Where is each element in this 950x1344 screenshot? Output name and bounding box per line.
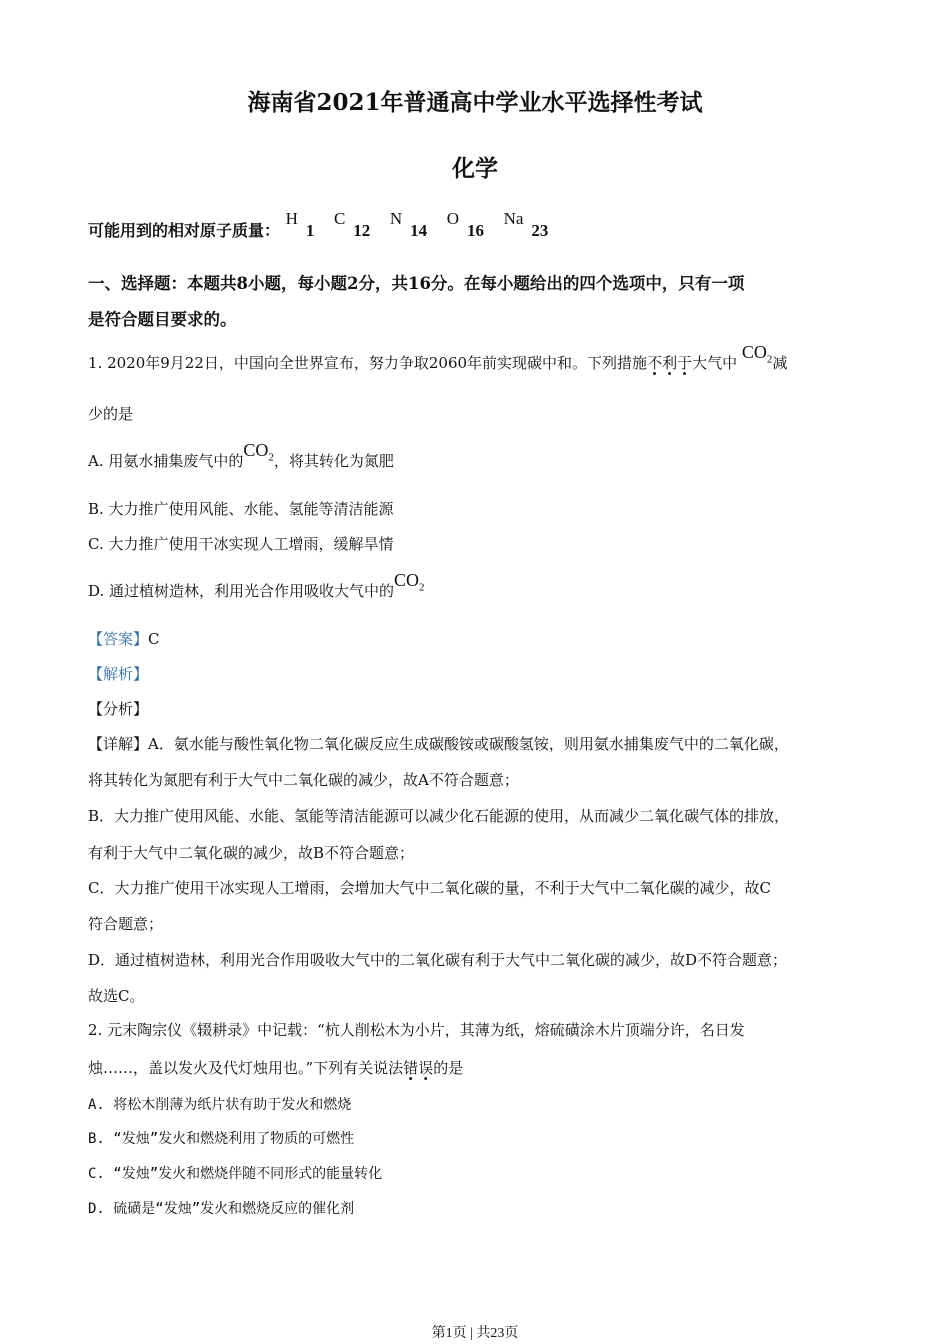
q1-stem-line1: 1. 2020年9月22日，中国向全世界宣布，努力争取2060年前实现碳中和。下列措施不利于大气中 $CO_2$减 [88, 342, 788, 372]
q1-option-d: D. 通过植树造林，利用光合作用吸收大气中的$CO_2$ [88, 570, 425, 600]
answer-label: 【答案】 [88, 630, 149, 648]
co2-formula: $CO_2$ [243, 440, 274, 464]
atomic-mass-na: Na23 [503, 209, 549, 240]
q2-option-d: D. 硫磺是“发烛”发火和燃烧反应的催化剂 [88, 1201, 355, 1217]
subject-title: 化学 [452, 155, 498, 182]
q1-option-a: A. 用氨水捕集废气中的$CO_2$，将其转化为氮肥 [88, 440, 394, 470]
detail-line-8: 故选C。 [88, 987, 145, 1005]
atomic-mass-n: N14 [389, 209, 428, 240]
q2-stem-line2: 烛……，盖以发火及代灯烛用也。”下列有关说法错误的是 [88, 1059, 464, 1077]
atomic-mass-h: H1 [285, 209, 315, 240]
atomic-mass-label: 可能用到的相对原子质量： [88, 221, 281, 240]
fenxi-label: 【分析】 [88, 700, 149, 718]
emphasis-dot: 误 [418, 1059, 434, 1077]
detail-line-4: 有利于大气中二氧化碳的减少，故B不符合题意； [88, 844, 415, 862]
detail-line-1: 【详解】A．氨水能与酸性氧化物二氧化碳反应生成碳酸铵或碳酸氢铵，则用氨水捕集废气中的二氧化碳， [88, 735, 789, 753]
q2-option-a: A. 将松木削薄为纸片状有助于发火和燃烧 [88, 1097, 352, 1113]
emphasis-dot: 利 [662, 354, 678, 372]
detail-line-3: B．大力推广使用风能、水能、氢能等清洁能源可以减少化石能源的使用，从而减少二氧化碳气体的排放， [88, 807, 790, 825]
co2-formula: $CO_2$ [741, 342, 773, 366]
detail-line-7: D．通过植树造林，利用光合作用吸收大气中的二氧化碳有利于大气中二氧化碳的减少，故D不符合题意； [88, 951, 788, 969]
atomic-mass-c: C12 [333, 209, 371, 240]
answer-line [88, 628, 160, 649]
atomic-mass-o: O16 [446, 209, 485, 240]
detail-line-2: 将其转化为氮肥有利于大气中二氧化碳的减少，故A不符合题意； [88, 771, 519, 789]
q1-stem-line2: 少的是 [88, 405, 134, 423]
atomic-mass-line [88, 209, 562, 241]
document-title: 海南省2021年普通高中学业水平选择性考试 [247, 89, 703, 116]
emphasis-dot: 错 [403, 1059, 419, 1077]
emphasis-dot: 不 [647, 354, 663, 372]
emphasis-dot: 于 [677, 354, 693, 372]
q2-option-b: B. “发烛”发火和燃烧利用了物质的可燃性 [88, 1131, 355, 1147]
q2-option-c: C. “发烛”发火和燃烧伴随不同形式的能量转化 [88, 1166, 383, 1182]
page-footer: 第1页 | 共23页 [431, 1326, 519, 1341]
section-heading: 一、选择题：本题共8小题，每小题2分，共16分。在每小题给出的四个选项中，只有一项 是符合题目要求的。 [88, 274, 745, 329]
detail-line-5: C．大力推广使用干冰实现人工增雨，会增加大气中二氧化碳的量，不利于大气中二氧化碳的减少，故C [88, 879, 771, 897]
q1-option-c: C. 大力推广使用干冰实现人工增雨，缓解旱情 [88, 535, 394, 553]
analysis-label: 【解析】 [88, 665, 149, 683]
q1-option-b: B. 大力推广使用风能、水能、氢能等清洁能源 [88, 500, 394, 518]
co2-formula: $CO_2$ [394, 570, 425, 594]
q2-stem-line1: 2. 元末陶宗仪《辍耕录》中记载：“杭人削松木为小片，其薄为纸，熔硫磺涂木片顶端分许，名日发 [88, 1021, 745, 1039]
detail-line-6: 符合题意； [88, 915, 164, 933]
answer-value: C [148, 630, 160, 648]
